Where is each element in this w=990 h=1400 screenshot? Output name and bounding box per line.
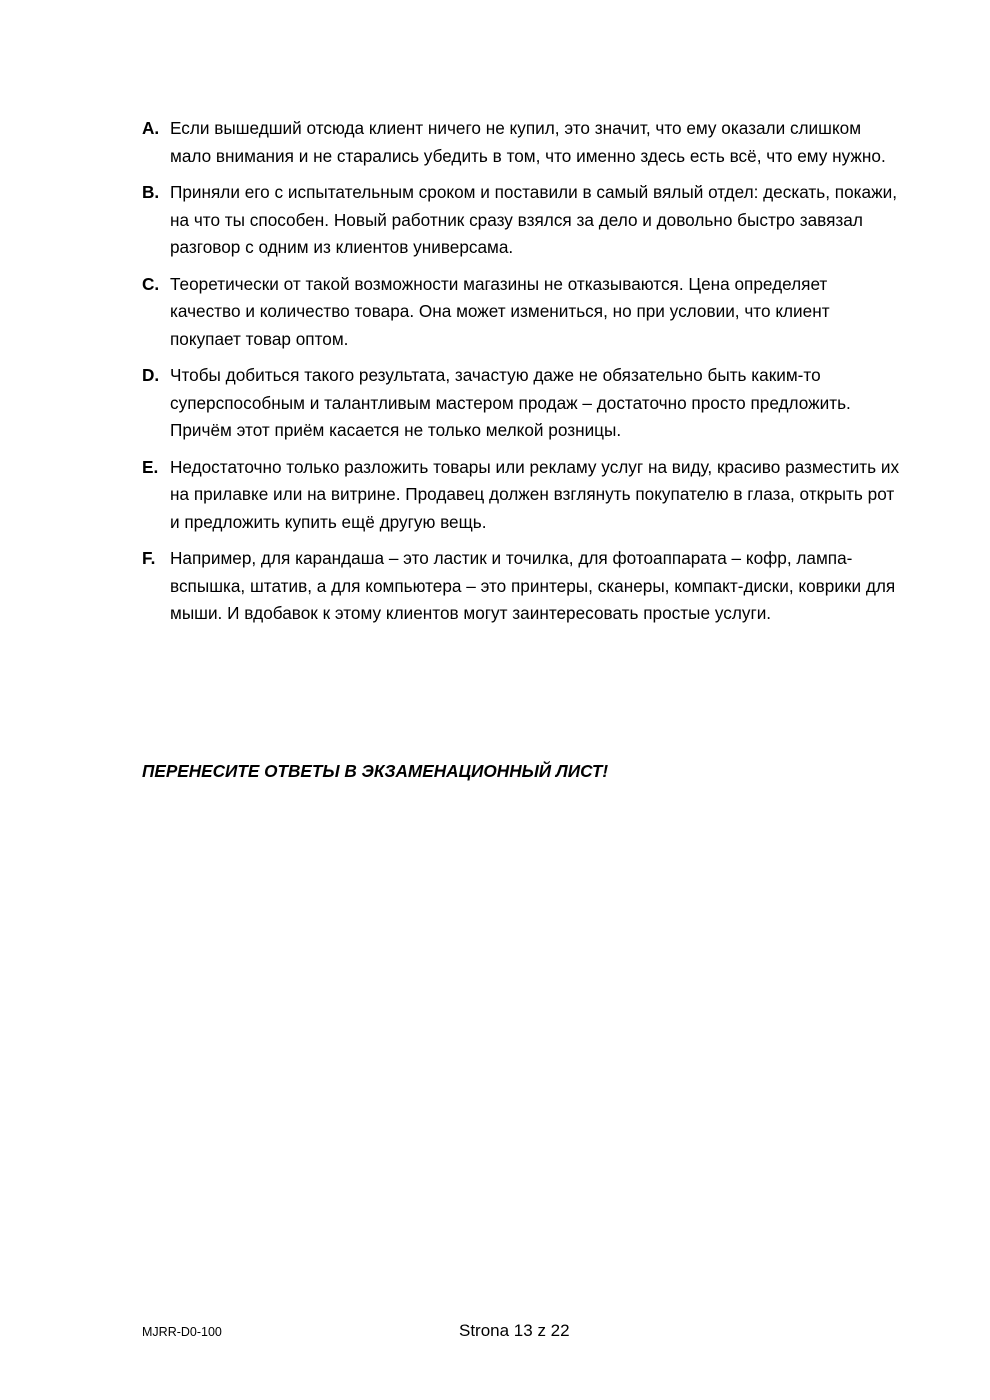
option-letter: C.: [142, 273, 160, 294]
option-b: [142, 179, 902, 262]
option-letter: A.: [142, 118, 160, 138]
option-text: Теоретически от такой возможности магазины не отказываются. Цена определяет качество и количество товара. Она может измениться, но при условии, что клиент покупает товар оптом.: [170, 273, 830, 349]
page-number: Strona 13 z 22: [459, 1321, 570, 1340]
option-letter: B.: [142, 182, 160, 202]
answer-options: [142, 115, 902, 637]
option-text: Если вышедший отсюда клиент ничего не купил, это значит, что ему оказали слишком мало внимания и не старались убедить в том, что именно здесь есть всё, что ему нужно.: [170, 118, 886, 166]
option-letter: D.: [142, 365, 160, 385]
option-text: Чтобы добиться такого результата, зачастую даже не обязательно быть каким-то суперспособным и талантливым мастером продаж – достаточно просто предложить. Причём этот приём касается не только мелкой розницы.: [170, 365, 851, 440]
option-e: [142, 454, 902, 537]
option-f: [142, 545, 902, 628]
option-text: Приняли его с испытательным сроком и поставили в самый вялый отдел: дескать, покажи, на что ты способен. Новый работник сразу взялся за дело и довольно быстро завязал разговор с одним из клиентов универсама.: [170, 182, 897, 257]
option-text: Например, для карандаша – это ластик и точилка, для фотоаппарата – кофр, лампа-вспышка, штатив, а для компьютера – это принтеры, сканеры, компакт-диски, коврики для мыши. И вдобавок к этому клиентов могут заинтересовать простые услуги.: [170, 548, 896, 623]
transfer-answers-instruction: ПЕРЕНЕСИТЕ ОТВЕТЫ В ЭКЗАМЕНАЦИОННЫЙ ЛИСТ!: [142, 761, 609, 781]
option-letter: E.: [142, 456, 159, 477]
exam-code: MJRR-D0-100: [142, 1325, 222, 1339]
option-a: [142, 115, 902, 170]
option-text: Недостаточно только разложить товары или рекламу услуг на виду, красиво разместить их на прилавке или на витрине. Продавец должен взглянуть покупателю в глаза, открыть рот и предложить купить ещё другую вещь.: [170, 456, 900, 532]
option-c: [142, 271, 902, 354]
option-letter: F.: [142, 548, 156, 568]
option-d: [142, 362, 902, 445]
